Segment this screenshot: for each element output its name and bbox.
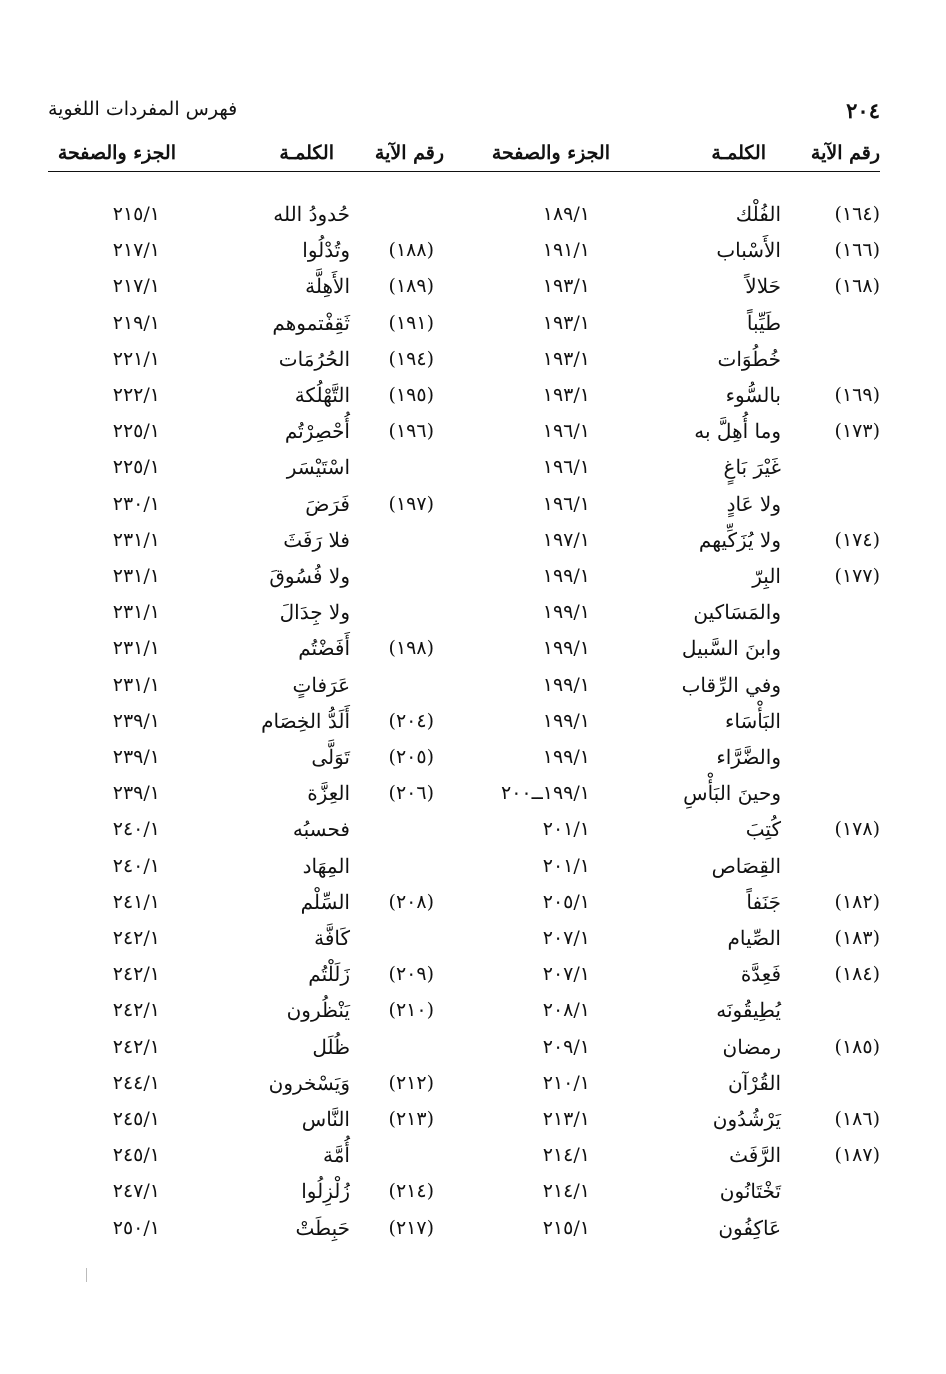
table-row <box>0 558 946 594</box>
entry-word: اسْتَيْسَر <box>286 455 350 480</box>
table-row <box>0 305 946 341</box>
entry-ref: ١٩٣/١ <box>542 347 590 370</box>
header-word-left: الكلمـة <box>279 142 334 164</box>
table-row <box>0 630 946 666</box>
entry-ref: ٢١٧/١ <box>112 275 160 298</box>
entry-word: ظُلَل <box>312 1034 350 1059</box>
entry-word: حَلالاً <box>745 274 781 299</box>
entry-word: ولا فُسُوقَ <box>269 564 350 588</box>
entry-word: وحينَ البَأْسِ <box>683 781 781 806</box>
entry-ref: ٢١٧/١ <box>112 239 160 262</box>
entry-word: البَأْسَاء <box>724 708 781 733</box>
entry-ref: ٢٤٧/١ <box>112 1180 160 1203</box>
entry-ref: ٢٣٠/١ <box>112 492 160 515</box>
table-row <box>0 739 946 775</box>
entry-word: تَخْتَانُون <box>719 1179 781 1204</box>
entry-word: زَلَلْتُم <box>308 962 350 987</box>
entry-verse: (١٧٣) <box>834 420 880 443</box>
entry-word: الأَهِلَّة <box>305 274 350 299</box>
entry-word: فحسبُه <box>292 817 350 842</box>
entry-word: كُتِبَ <box>745 817 781 842</box>
entry-ref: ١٩٣/١ <box>542 275 590 298</box>
entry-word: فَرَضَ <box>305 491 350 516</box>
entry-verse: (٢١٤) <box>388 1180 434 1203</box>
entry-word: يُطِيقُونَه <box>716 998 781 1023</box>
entry-word: الرَّفَث <box>729 1143 781 1168</box>
entry-ref: ١٩٩/١ <box>542 637 590 660</box>
entry-verse: (١٩٨) <box>388 637 434 660</box>
entry-verse <box>354 1029 434 1065</box>
entry-ref: ١٩٦/١ <box>542 492 590 515</box>
entry-word: كَافَّة <box>314 926 350 950</box>
table-row <box>0 232 946 268</box>
entry-word: الصِّيام <box>727 926 781 950</box>
table-row <box>0 848 946 884</box>
entry-ref: ٢٠١/١ <box>542 854 590 877</box>
entry-verse: (٢٠٩) <box>388 963 434 986</box>
table-row <box>0 377 946 413</box>
table-row <box>0 486 946 522</box>
entry-ref: ٢٤٥/١ <box>112 1144 160 1167</box>
entry-ref: ٢١٣/١ <box>542 1108 590 1130</box>
entry-word: الحُرُمَات <box>278 346 350 371</box>
entry-word: القِصَاص <box>711 853 781 878</box>
entry-ref: ٢١٥/١ <box>542 1216 590 1239</box>
entry-word: بالسُّوء <box>725 383 781 407</box>
entry-word: وتُدْلُوا <box>302 238 350 263</box>
entry-ref: ٢٣١/١ <box>112 673 160 696</box>
entry-ref: ٢١٥/١ <box>112 203 160 225</box>
table-row <box>0 1065 946 1101</box>
entry-ref: ٢٠١/١ <box>542 818 590 841</box>
entry-verse <box>354 1137 434 1173</box>
entry-verse: (١٩٧) <box>388 492 434 515</box>
entry-ref: ٢٣١/١ <box>112 637 160 660</box>
entry-verse: (١٧٤) <box>834 528 880 551</box>
entry-ref: ٢١٩/١ <box>112 311 160 334</box>
entry-word: العِزَّة <box>307 781 350 806</box>
entry-word: ثَقِفْتموهم <box>272 310 350 335</box>
table-row <box>0 811 946 847</box>
entry-verse: (٢٠٨) <box>388 890 434 913</box>
entry-verse <box>354 667 434 703</box>
table-row <box>0 667 946 703</box>
entry-word: التَّهْلُكة <box>294 383 350 407</box>
entry-word: زُلْزِلُوا <box>301 1179 350 1204</box>
table-row <box>0 341 946 377</box>
entry-verse <box>354 920 434 956</box>
entry-verse: (١٨٥) <box>834 1035 880 1058</box>
entry-verse: (١٧٨) <box>834 818 880 841</box>
entry-ref: ٢٢٢/١ <box>112 384 160 406</box>
entry-word: حَبِطَتْ <box>295 1215 350 1240</box>
entry-ref: ٢٠٥/١ <box>542 890 590 913</box>
entry-ref: ٢٠٩/١ <box>542 1035 590 1058</box>
entry-ref: ١٩٦/١ <box>542 420 590 443</box>
entry-ref: ٢١٤/١ <box>542 1144 590 1167</box>
entry-word: وما أُهِلَّ به <box>694 419 781 444</box>
entry-ref: ٢٤٢/١ <box>112 963 160 986</box>
entry-word: المِهَاد <box>302 853 350 878</box>
entry-ref: ١٩٦/١ <box>542 456 590 479</box>
entry-verse: (٢١٠) <box>388 999 434 1022</box>
entry-verse: (٢٠٤) <box>388 709 434 732</box>
table-row <box>0 413 946 449</box>
entry-ref: ١٩٧/١ <box>542 528 590 551</box>
entry-verse: (٢١٧) <box>388 1216 434 1239</box>
entry-word: وفي الرِّقاب <box>681 672 781 697</box>
entry-word: ولا جِدَالَ <box>279 600 350 625</box>
entry-word: ولا عَادٍ <box>726 491 781 516</box>
entry-ref: ١٩١/١ <box>542 239 590 262</box>
entry-verse <box>354 594 434 630</box>
entry-ref: ١٨٩/١ <box>542 203 590 225</box>
table-row <box>0 775 946 811</box>
entry-ref: ١٩٩/١ <box>542 673 590 696</box>
entry-word: خُطُوَات <box>717 346 781 371</box>
entry-verse: (٢١٢) <box>388 1071 434 1094</box>
table-row <box>0 884 946 920</box>
table-row <box>0 992 946 1028</box>
header-ref-left: الجزء والصفحة <box>57 142 176 164</box>
header-verse-right: رقم الآية <box>810 142 880 164</box>
entry-ref: ٢٢٥/١ <box>112 420 160 443</box>
table-row <box>0 1029 946 1065</box>
entry-ref: ٢٣١/١ <box>112 565 160 587</box>
entry-word: والمَسَاكين <box>693 600 781 625</box>
entry-verse <box>354 522 434 558</box>
entry-word: رمضان <box>722 1034 781 1059</box>
entry-verse: (٢١٣) <box>388 1108 434 1130</box>
entry-verse: (١٦٩) <box>834 384 880 406</box>
table-row <box>0 920 946 956</box>
entry-ref: ١٩٩/١ <box>542 565 590 587</box>
entry-word: أَلَدُّ الخِصَام <box>261 708 350 733</box>
entry-word: عَاكِفُون <box>718 1215 781 1240</box>
entry-ref: ٢٤٢/١ <box>112 999 160 1022</box>
entry-verse: (١٩٤) <box>388 347 434 370</box>
entry-ref: ١٩٣/١ <box>542 311 590 334</box>
entry-ref: ٢٣١/١ <box>112 601 160 624</box>
entry-ref: ٢٤٥/١ <box>112 1108 160 1130</box>
entry-ref: ٢٤١/١ <box>112 890 160 913</box>
entry-verse: (١٩١) <box>388 311 434 334</box>
entry-ref: ١٩٣/١ <box>542 384 590 406</box>
entry-verse: (٢٠٥) <box>388 746 434 768</box>
entry-word: السِّلْم <box>300 889 350 914</box>
entry-verse <box>354 558 434 594</box>
table-row <box>0 449 946 485</box>
entry-word: يَرْشُدُون <box>712 1107 781 1131</box>
table-row <box>0 196 946 232</box>
entry-word: الفُلْك <box>735 202 781 226</box>
page-number: ٢٠٤ <box>846 98 880 123</box>
entry-ref: ٢٣١/١ <box>112 528 160 551</box>
entry-ref: ٢٣٩/١ <box>112 709 160 732</box>
entry-verse: (١٨٢) <box>834 890 880 913</box>
entry-verse: (١٨٧) <box>834 1144 880 1167</box>
entry-verse: (١٦٦) <box>834 239 880 262</box>
entry-ref: ٢٥٠/١ <box>112 1216 160 1239</box>
entry-verse: (١٦٤) <box>834 203 880 225</box>
header-word-right: الكلمـة <box>711 142 766 164</box>
margin-mark <box>86 1268 88 1282</box>
entry-ref: ١٩٩/١ <box>542 709 590 732</box>
entry-verse: (١٩٦) <box>388 420 434 443</box>
entry-verse: (١٧٧) <box>834 565 880 587</box>
entry-ref: ٢٢٥/١ <box>112 456 160 479</box>
entry-ref: ٢٣٩/١ <box>112 782 160 805</box>
entry-verse <box>354 811 434 847</box>
table-row <box>0 1173 946 1209</box>
entry-ref: ١٩٩/١ <box>542 601 590 624</box>
entry-word: أَفَضْتُم <box>298 636 350 661</box>
entry-word: طَيِّباً <box>746 310 781 335</box>
entry-ref: ٢١٠/١ <box>542 1071 590 1094</box>
table-row <box>0 1101 946 1137</box>
entry-word: والضَّرَّاء <box>716 745 781 769</box>
entry-word: فَعِدَّة <box>740 962 781 987</box>
entry-verse <box>354 449 434 485</box>
entry-ref: ٢٢١/١ <box>112 347 160 370</box>
entry-word: تَوَلَّى <box>311 745 350 769</box>
entry-verse: (١٩٥) <box>388 384 434 406</box>
entry-word: النَّاس <box>301 1107 350 1131</box>
table-row <box>0 1210 946 1246</box>
entry-ref: ٢٤٠/١ <box>112 854 160 877</box>
entry-verse <box>354 196 434 232</box>
table-row <box>0 522 946 558</box>
table-row <box>0 268 946 304</box>
entry-word: أُحْصِرْتُم <box>284 419 350 444</box>
entry-verse: (٢٠٦) <box>388 782 434 805</box>
entry-ref: ٢٤٢/١ <box>112 1035 160 1058</box>
entry-ref: ٢٠٧/١ <box>542 927 590 949</box>
entry-word: عَرَفاتٍ <box>292 672 350 697</box>
entry-ref: ٢٤٢/١ <box>112 927 160 949</box>
entry-ref: ٢٠٨/١ <box>542 999 590 1022</box>
table-row <box>0 1137 946 1173</box>
entry-ref: ٢٣٩/١ <box>112 746 160 768</box>
entry-verse: (١٨٣) <box>834 927 880 949</box>
entry-verse: (١٨٩) <box>388 275 434 298</box>
entry-word: القُرْآن <box>727 1070 781 1095</box>
entry-word: أُمَّة <box>323 1143 350 1168</box>
entry-ref: ٢٤٤/١ <box>112 1071 160 1094</box>
entry-ref: ١٩٩/١ <box>542 746 590 768</box>
entry-ref: ٢١٤/١ <box>542 1180 590 1203</box>
entry-word: فلا رَفَثَ <box>283 527 350 552</box>
header-verse-left: رقم الآية <box>374 142 444 164</box>
table-row <box>0 594 946 630</box>
entry-word: جَنَفاً <box>746 889 781 914</box>
entry-ref: ٢٤٠/١ <box>112 818 160 841</box>
entry-word: البِرّ <box>752 564 781 588</box>
index-title: فهرس المفردات اللغوية <box>48 98 238 120</box>
entry-word: غَيْرَ بَاغٍ <box>723 455 781 480</box>
entry-verse: (١٦٨) <box>834 275 880 298</box>
entry-word: وابنَ السَّبيل <box>681 636 781 661</box>
entry-word: وَيَسْخرون <box>268 1070 350 1095</box>
entry-ref: ٢٠٧/١ <box>542 963 590 986</box>
header-ref-right: الجزء والصفحة <box>491 142 610 164</box>
entry-verse: (١٨٨) <box>388 239 434 262</box>
entry-word: الأَسْباب <box>716 238 781 263</box>
entry-verse: (١٨٦) <box>834 1108 880 1130</box>
table-row <box>0 703 946 739</box>
entry-word: حُدودُ الله <box>273 202 350 226</box>
entry-word: يَنْظُرون <box>286 998 350 1023</box>
entry-word: ولا يُزَكِّيهم <box>698 527 781 552</box>
entry-ref: ١٩٩/١ــ٢٠٠ <box>501 782 590 805</box>
table-row <box>0 956 946 992</box>
entry-verse <box>354 848 434 884</box>
entry-verse: (١٨٤) <box>834 963 880 986</box>
